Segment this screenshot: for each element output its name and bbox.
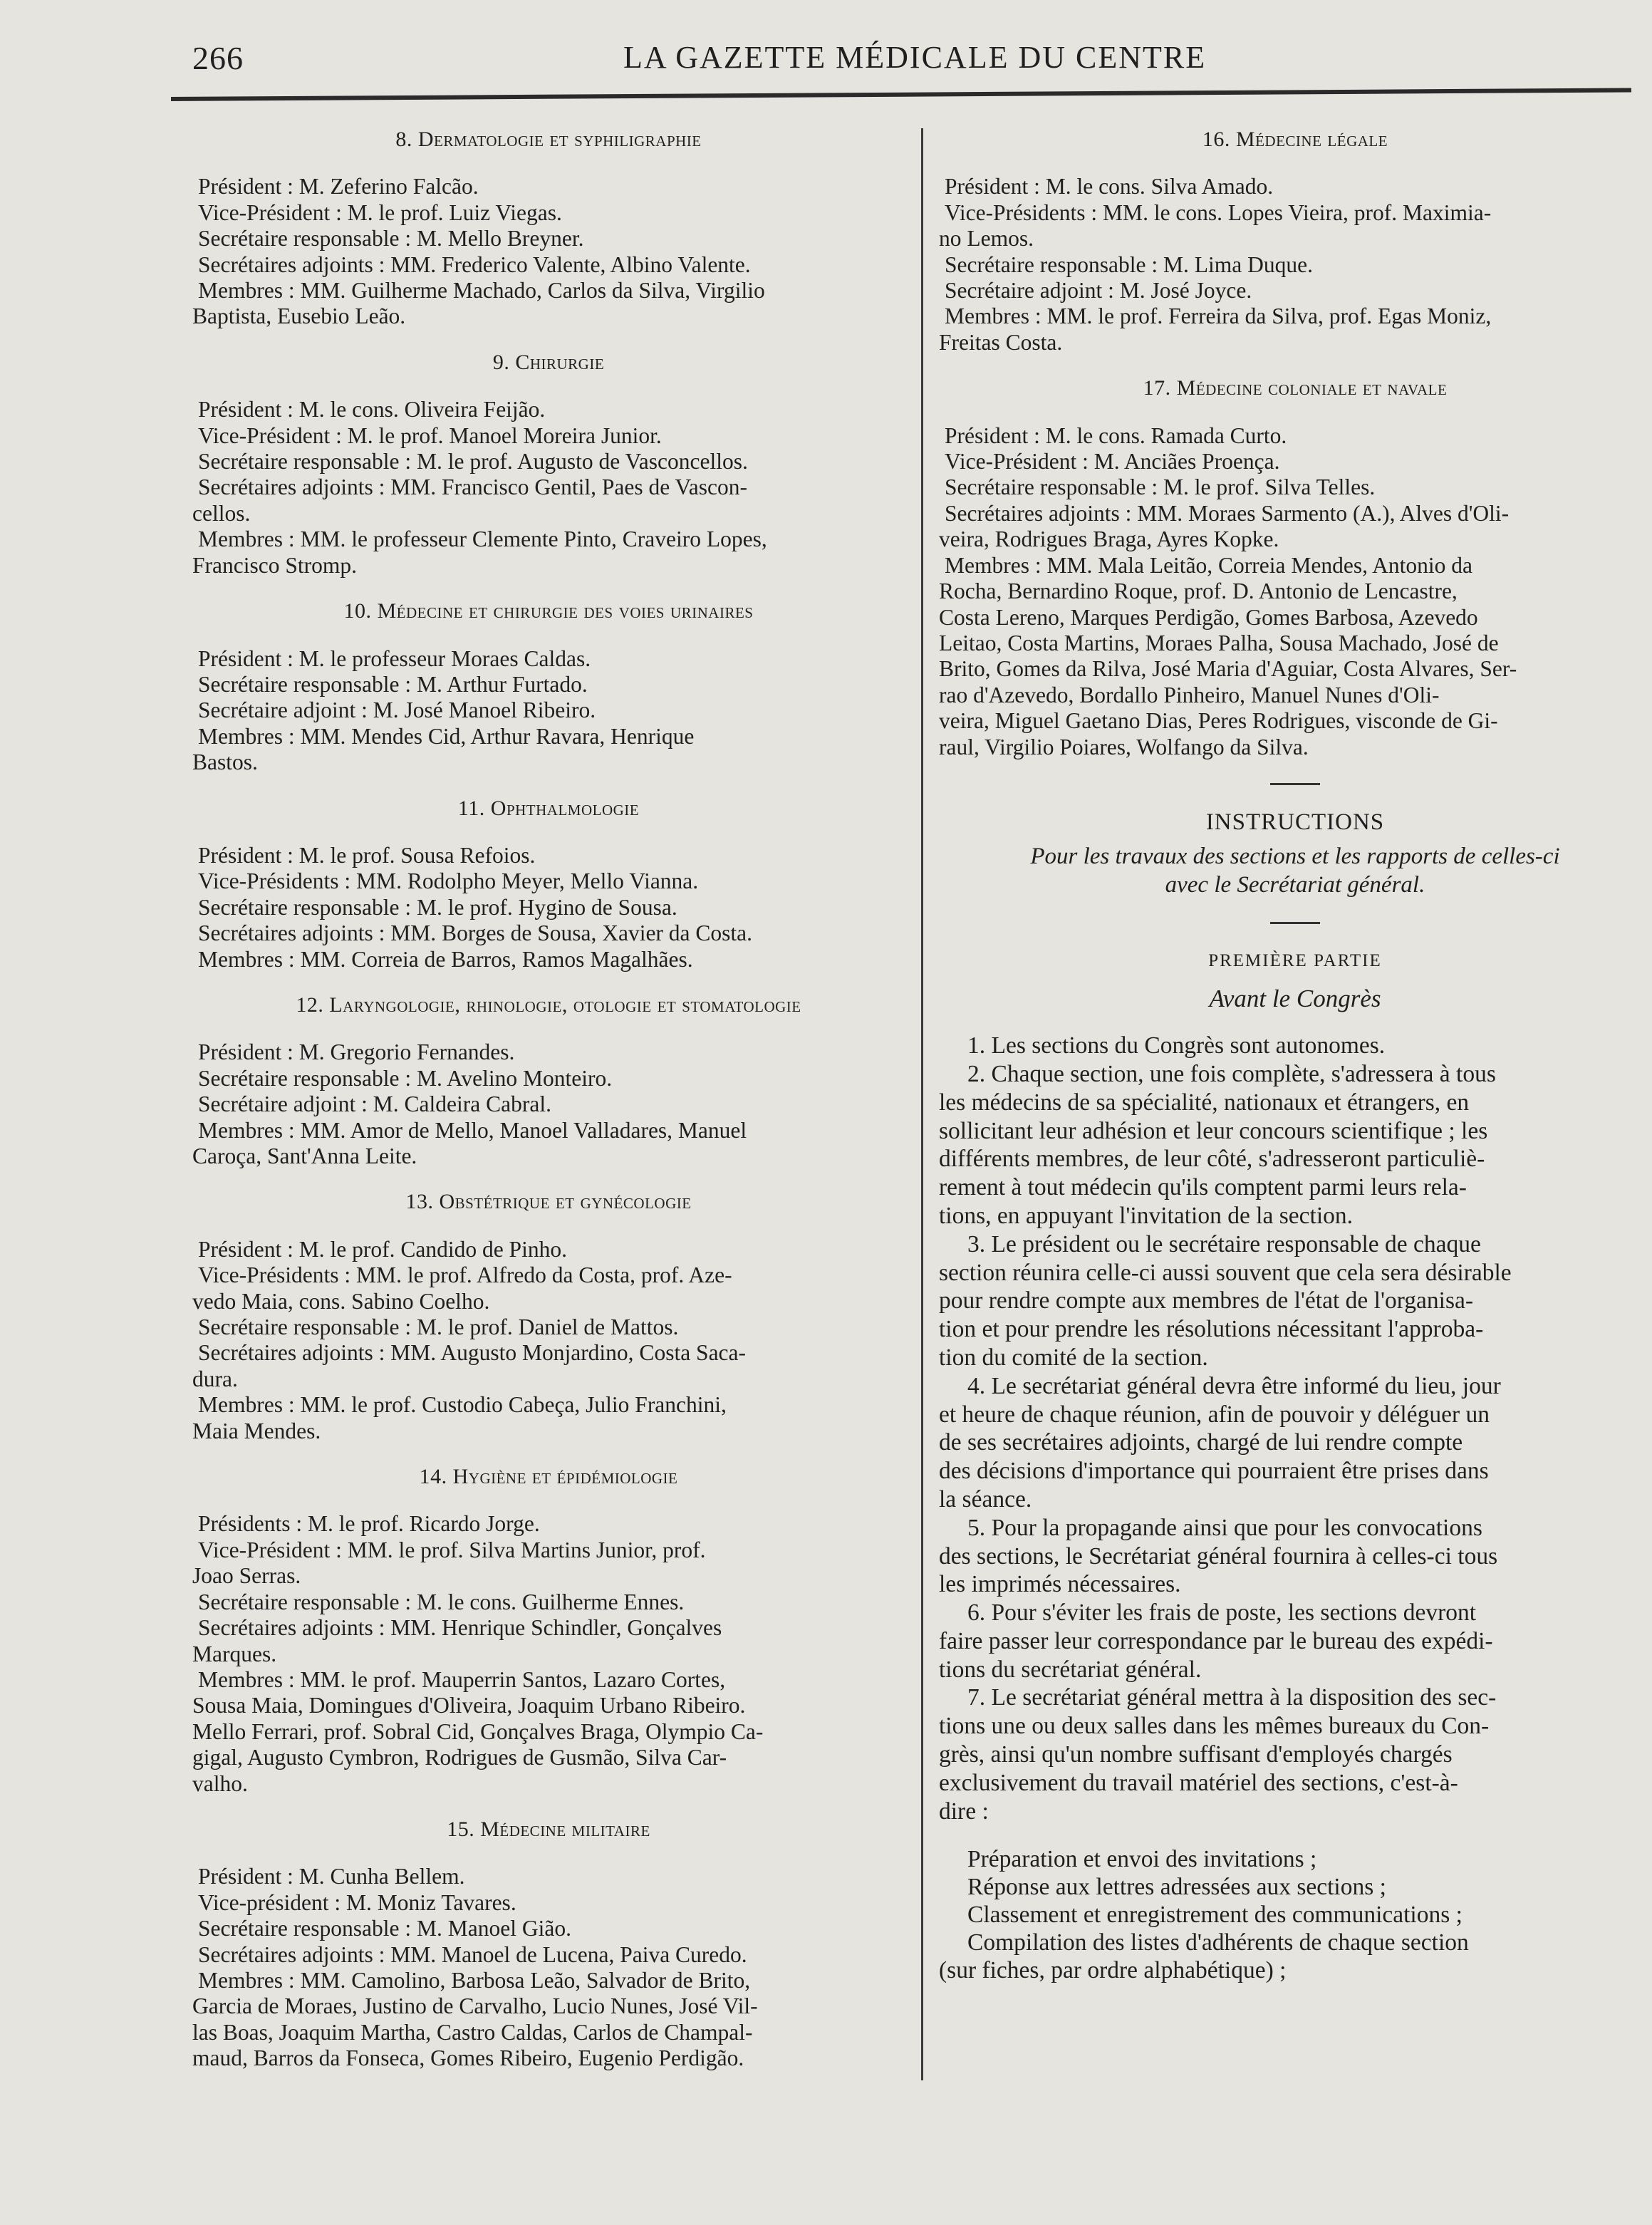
section-line: Secrétaire responsable : M. Manoel Gião. — [198, 1916, 571, 1941]
column-divider — [921, 128, 923, 2080]
paragraph-line: section réunira celle-ci aussi souvent que cela sera désirable — [939, 1259, 1512, 1286]
section-line: vedo Maia, cons. Sabino Coelho. — [192, 1288, 490, 1314]
section-line: Bastos. — [192, 750, 258, 775]
instruction-paragraph — [939, 1514, 1651, 1599]
page-header — [171, 39, 1631, 82]
paragraph-line: 1. Les sections du Congrès sont autonomes. — [967, 1032, 1386, 1059]
paragraph-line: dire : — [939, 1798, 989, 1825]
section-line: Caroça, Sant'Anna Leite. — [192, 1143, 417, 1168]
section-line: Membres : MM. le prof. Ferreira da Silva, prof. Egas Moniz, — [945, 304, 1492, 329]
section-line: no Lemos. — [939, 226, 1034, 251]
section-line: Membres : MM. Amor de Mello, Manoel Valladares, Manuel — [198, 1117, 747, 1143]
paragraph-line: les médecins de sa spécialité, nationaux et étrangers, en — [939, 1089, 1470, 1116]
paragraph-line: tion du comité de la section. — [939, 1344, 1208, 1371]
paragraph-line: grès, ainsi qu'un nombre suffisant d'employés chargés — [939, 1741, 1453, 1768]
section-line: Membres : MM. Mendes Cid, Arthur Ravara, Henrique — [198, 723, 695, 749]
instruction-paragraph — [939, 1230, 1651, 1372]
section-line: Président : M. le cons. Ramada Curto. — [945, 422, 1287, 448]
paragraph-line: tions, en appuyant l'invitation de la section. — [939, 1202, 1353, 1229]
instruction-paragraph — [939, 1372, 1651, 1514]
section-line: Président : M. le professeur Moraes Caldas. — [198, 645, 591, 671]
section-line: cellos. — [192, 500, 251, 526]
section-line: las Boas, Joaquim Martha, Castro Caldas, Carlos de Champal- — [192, 2019, 753, 2045]
paragraph-line: 7. Le secrétariat général mettra à la disposition des sec- — [967, 1684, 1497, 1711]
paragraph-line: des décisions d'importance qui pourraient être prises dans — [939, 1458, 1489, 1485]
section-line: Vice-Présidents : MM. le prof. Alfredo da Costa, prof. Aze- — [198, 1262, 732, 1288]
section-line: Présidents : M. le prof. Ricardo Jorge. — [198, 1511, 540, 1537]
section-line: Membres : MM. le professeur Clemente Pinto, Craveiro Lopes, — [198, 527, 767, 552]
section-line: Secrétaire adjoint : M. José Joyce. — [945, 278, 1252, 304]
section-line: Secrétaires adjoints : MM. Augusto Monjardino, Costa Saca- — [198, 1340, 747, 1366]
section-line: Membres : MM. le prof. Mauperrin Santos, Lazaro Cortes, — [198, 1666, 726, 1692]
section-line: Président : M. Gregorio Fernandes. — [198, 1039, 515, 1065]
section-line: veira, Miguel Gaetano Dias, Peres Rodrigues, visconde de Gi- — [939, 708, 1498, 734]
section-line: Membres : MM. Camolino, Barbosa Leão, Salvador de Brito, — [198, 1967, 751, 1993]
section-line: Secrétaire adjoint : M. Caldeira Cabral. — [198, 1091, 551, 1117]
paragraph-line: des sections, le Secrétariat général fournira à celles-ci tous — [939, 1542, 1498, 1570]
section-line: Vice-Président : M. Anciães Proença. — [945, 449, 1280, 474]
instructions-subtitle: avec le Secrétariat général. — [1165, 872, 1425, 898]
section-line: valho. — [192, 1770, 248, 1796]
section-line: Mello Ferrari, prof. Sobral Cid, Gonçalves Braga, Olympio Ca- — [192, 1718, 764, 1744]
section-title: 10. Médecine et chirurgie des voies urinaires — [343, 599, 754, 623]
section-line: Secrétaires adjoints : MM. Frederico Valente, Albino Valente. — [198, 251, 751, 277]
section-line: Vice-président : M. Moniz Tavares. — [198, 1889, 516, 1915]
section-line: gigal, Augusto Cymbron, Rodrigues de Gusmão, Silva Car- — [192, 1745, 727, 1770]
section-line: Leitao, Costa Martins, Moraes Palha, Sousa Machado, José de — [939, 630, 1499, 655]
section-line: Membres : MM. le prof. Custodio Cabeça, Julio Franchini, — [198, 1392, 727, 1418]
instruction-paragraph — [939, 1684, 1651, 1825]
right-column — [939, 121, 1651, 1984]
paragraph-line: tions une ou deux salles dans les mêmes bureaux du Con- — [939, 1713, 1490, 1740]
list-item: Réponse aux lettres adressées aux sections ; — [967, 1874, 1386, 1901]
list-item: Compilation des listes d'adhérents de chaque section — [967, 1929, 1469, 1956]
section-line: Secrétaire responsable : M. Mello Breyner. — [198, 226, 584, 251]
section-line: Secrétaire responsable : M. le prof. Hygino de Sousa. — [198, 894, 677, 920]
section-line: Rocha, Bernardino Roque, prof. D. Antonio de Lencastre, — [939, 579, 1458, 604]
section-line: Vice-Président : M. le prof. Manoel Moreira Junior. — [198, 422, 662, 448]
paragraph-line: tion et pour prendre les résolutions nécessitant l'approba- — [939, 1316, 1484, 1343]
part-title: PREMIÈRE PARTIE — [1208, 951, 1382, 971]
section-line: Sousa Maia, Domingues d'Oliveira, Joaquim Urbano Ribeiro. — [192, 1693, 746, 1718]
section-title: 13. Obstétrique et gynécologie — [405, 1190, 692, 1214]
paragraph-line: 2. Chaque section, une fois complète, s'adressera à tous — [967, 1060, 1496, 1087]
section-divider — [1270, 922, 1320, 924]
section-line: maud, Barros da Fonseca, Gomes Ribeiro, Eugenio Perdigão. — [192, 2045, 744, 2071]
section-line: rao d'Azevedo, Bordallo Pinheiro, Manuel Nunes d'Oli- — [939, 682, 1440, 707]
section-line: Joao Serras. — [192, 1563, 301, 1589]
section-line: Président : M. le prof. Sousa Refoios. — [198, 842, 536, 868]
list-item: Préparation et envoi des invitations ; — [967, 1846, 1317, 1873]
section-title: 15. Médecine militaire — [447, 1817, 650, 1841]
list-item: Classement et enregistrement des communications ; — [967, 1902, 1463, 1929]
section-title: 8. Dermatologie et syphiligraphie — [395, 128, 702, 151]
section-line: Marques. — [192, 1641, 277, 1666]
paragraph-line: sollicitant leur adhésion et leur concours scientifique ; les — [939, 1117, 1488, 1144]
section-line: Secrétaires adjoints : MM. Francisco Gentil, Paes de Vascon- — [198, 474, 747, 500]
paragraph-line: tions du secrétariat général. — [939, 1656, 1202, 1683]
paragraph-line: 6. Pour s'éviter les frais de poste, les sections devront — [967, 1599, 1477, 1627]
section-line: Baptista, Eusebio Leão. — [192, 304, 406, 329]
instruction-paragraph — [939, 1032, 1651, 1060]
page-number: 266 — [192, 40, 244, 76]
section-line: dura. — [192, 1366, 238, 1391]
section-line: Secrétaires adjoints : MM. Borges de Sousa, Xavier da Costa. — [198, 920, 753, 946]
instruction-paragraph — [939, 1060, 1651, 1230]
section-title: 17. Médecine coloniale et navale — [1143, 376, 1448, 400]
section-line: Membres : MM. Guilherme Machado, Carlos da Silva, Virgilio — [198, 278, 765, 304]
section-line: Président : M. le cons. Silva Amado. — [945, 174, 1274, 199]
section-line: raul, Virgilio Poiares, Wolfango da Silva. — [939, 734, 1309, 759]
header-rule — [171, 88, 1631, 101]
left-column — [192, 121, 905, 2072]
section-line: Garcia de Moraes, Justino de Carvalho, Lucio Nunes, José Vil- — [192, 1993, 758, 2019]
section-line: Maia Mendes. — [192, 1418, 321, 1443]
instructions-subtitle: Pour les travaux des sections et les rapports de celles-ci — [1030, 844, 1560, 870]
section-line: Secrétaire responsable : M. le prof. Augusto de Vasconcellos. — [198, 449, 748, 474]
paragraph-line: la séance. — [939, 1485, 1032, 1513]
section-line: Vice-Présidents : MM. le cons. Lopes Vieira, prof. Maximia- — [945, 199, 1492, 225]
section-line: Secrétaire responsable : M. le prof. Daniel de Mattos. — [198, 1314, 679, 1340]
section-line: veira, Rodrigues Braga, Ayres Kopke. — [939, 527, 1279, 552]
paragraph-line: faire passer leur correspondance par le bureau des expédi- — [939, 1627, 1493, 1654]
section-line: Costa Lereno, Marques Perdigão, Gomes Barbosa, Azevedo — [939, 604, 1478, 630]
section-line: Président : M. le prof. Candido de Pinho. — [198, 1236, 567, 1262]
section-title: 14. Hygiène et épidémiologie — [419, 1465, 678, 1489]
section-title: 16. Médecine légale — [1202, 128, 1388, 151]
section-line: Freitas Costa. — [939, 329, 1063, 355]
paragraph-line: de ses secrétaires adjoints, chargé de lui rendre compte — [939, 1429, 1463, 1456]
section-line: Secrétaires adjoints : MM. Moraes Sarmento (A.), Alves d'Oli- — [945, 500, 1510, 526]
section-line: Secrétaire responsable : M. Lima Duque. — [945, 251, 1313, 277]
section-title: 11. Ophthalmologie — [457, 796, 640, 820]
section-line: Président : M. le cons. Oliveira Feijão. — [198, 397, 546, 422]
section-line: Vice-Président : M. le prof. Luiz Viegas. — [198, 199, 562, 225]
instructions-title: INSTRUCTIONS — [1205, 809, 1385, 835]
running-title: LA GAZETTE MÉDICALE DU CENTRE — [623, 40, 1207, 75]
section-line: Président : M. Cunha Bellem. — [198, 1864, 465, 1889]
section-divider — [1270, 783, 1320, 785]
section-line: Secrétaire responsable : M. Arthur Furtado. — [198, 671, 588, 697]
paragraph-line: exclusivement du travail matériel des sections, c'est-à- — [939, 1769, 1458, 1796]
section-line: Vice-Président : MM. le prof. Silva Martins Junior, prof. — [198, 1537, 706, 1562]
section-line: Président : M. Zeferino Falcão. — [198, 174, 479, 199]
section-line: Brito, Gomes da Rilva, José Maria d'Aguiar, Costa Alvares, Ser- — [939, 656, 1517, 682]
paragraph-line: 4. Le secrétariat général devra être informé du lieu, jour — [967, 1372, 1501, 1399]
section-line: Francisco Stromp. — [192, 552, 357, 578]
paragraph-line: rement à tout médecin qu'ils comptent parmi leurs rela- — [939, 1174, 1467, 1201]
paragraph-line: différents membres, de leur côté, s'adresseront particuliè- — [939, 1146, 1485, 1173]
section-title: 9. Chirurgie — [492, 350, 605, 374]
paragraph-line: 5. Pour la propagande ainsi que pour les convocations — [967, 1514, 1482, 1541]
section-line: Vice-Présidents : MM. Rodolpho Meyer, Mello Vianna. — [198, 868, 699, 894]
section-line: Secrétaires adjoints : MM. Manoel de Lucena, Paiva Curedo. — [198, 1941, 747, 1967]
list-item: (sur fiches, par ordre alphabétique) ; — [939, 1957, 1287, 1984]
section-line: Secrétaire responsable : M. le cons. Guilherme Ennes. — [198, 1589, 685, 1614]
paragraph-line: 3. Le président ou le secrétaire responsable de chaque — [967, 1230, 1481, 1257]
paragraph-line: pour rendre compte aux membres de l'état de l'organisa- — [939, 1287, 1474, 1314]
section-title: 12. Laryngologie, rhinologie, otologie et stomatologie — [296, 992, 801, 1017]
part-subtitle: Avant le Congrès — [1209, 984, 1381, 1012]
section-line: Secrétaire responsable : M. le prof. Silva Telles. — [945, 474, 1376, 500]
paragraph-line: et heure de chaque réunion, afin de pouvoir y déléguer un — [939, 1401, 1490, 1428]
section-line: Secrétaires adjoints : MM. Henrique Schindler, Gonçalves — [198, 1615, 722, 1641]
section-line: Secrétaire responsable : M. Avelino Monteiro. — [198, 1065, 613, 1091]
section-line: Secrétaire adjoint : M. José Manoel Ribeiro. — [198, 697, 596, 723]
paragraph-line: les imprimés nécessaires. — [939, 1571, 1181, 1598]
section-line: Membres : MM. Mala Leitão, Correia Mendes, Antonio da — [945, 552, 1472, 578]
section-line: Membres : MM. Correia de Barros, Ramos Magalhães. — [198, 946, 693, 972]
instruction-paragraph — [939, 1599, 1651, 1684]
